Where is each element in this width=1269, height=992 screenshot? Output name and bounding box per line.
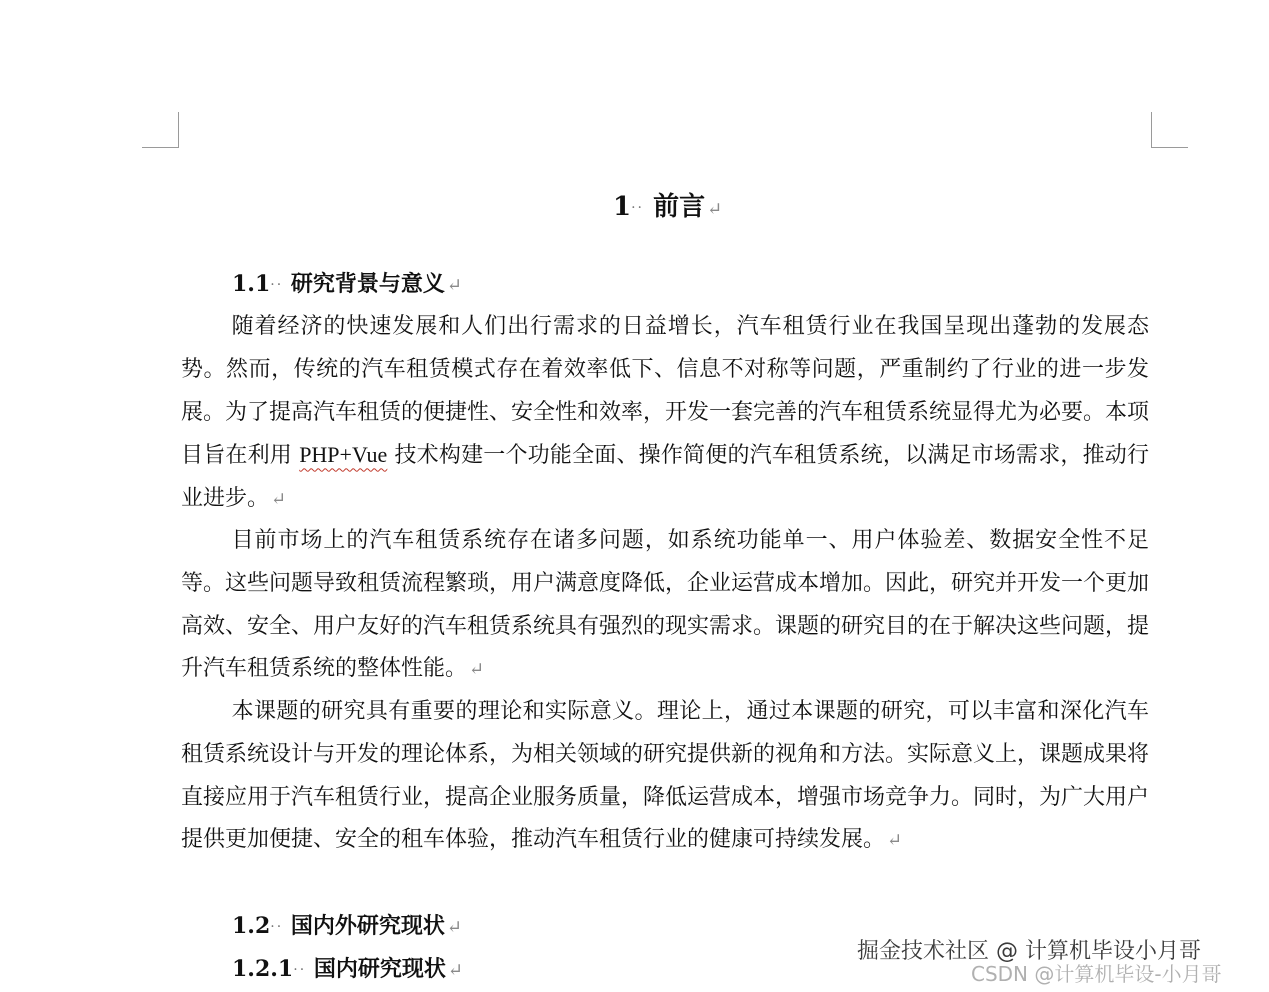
crop-mark-top-right-vertical xyxy=(1151,112,1152,148)
paragraph-mark: ↵ xyxy=(447,960,463,981)
csdn-watermark: CSDN @计算机毕设-小月哥 xyxy=(971,962,1222,986)
chapter-number: 1 xyxy=(613,192,632,222)
section-number: 1.1 xyxy=(232,271,271,297)
paragraph-text: 目前市场上的汽车租赁系统存在诸多问题，如系统功能单一、用户体验差、数据安全性不足等。这些问题导致租赁流程繁琐，用户满意度降低，企业运营成本增加。因此，研究并开发一个更加高效、安全、用户友好的汽车租赁系统具有强烈的现实需求。课题的研究目的在于解决这些问题，提升汽车租赁系统的整体性能。 xyxy=(181,528,1150,682)
heading-dots: ·· xyxy=(631,200,644,216)
paragraph-mark: ↵ xyxy=(271,489,287,511)
paragraph-text: 技术构建一个功能全面、操作简便的汽车租赁系统，以满足市场需求，推动行业进步。 xyxy=(181,443,1149,512)
section-heading-1-2-1[interactable] xyxy=(232,951,463,989)
crop-mark-top-right-horizontal xyxy=(1151,147,1188,148)
crop-mark-top-left-vertical xyxy=(178,112,179,148)
section-title: 国内外研究现状 xyxy=(290,913,445,939)
section-number: 1.2.1 xyxy=(232,956,294,982)
section-heading-1-1[interactable] xyxy=(232,266,462,304)
spellcheck-flagged-term: PHP+Vue xyxy=(299,442,388,468)
paragraph-text: 本课题的研究具有重要的理论和实际意义。理论上，通过本课题的研究，可以丰富和深化汽车租赁系统设计与开发的理论体系，为相关领域的研究提供新的视角和方法。实际意义上，课题成果将直接应用于汽车租赁行业，提高企业服务质量，降低运营成本，增强市场竞争力。同时，为广大用户提供更加便捷、安全的租车体验，推动汽车租赁行业的健康可持续发展。 xyxy=(181,699,1150,853)
section-heading-1-2[interactable] xyxy=(232,908,462,946)
section-title: 国内研究现状 xyxy=(313,956,446,982)
body-paragraph-3[interactable] xyxy=(181,691,1149,863)
chapter-heading[interactable] xyxy=(613,186,722,231)
chapter-title: 前言 xyxy=(653,192,706,222)
crop-mark-top-left-horizontal xyxy=(142,147,179,148)
body-paragraph-2[interactable] xyxy=(181,520,1149,692)
paragraph-mark: ↵ xyxy=(887,830,903,852)
section-number: 1.2 xyxy=(232,913,271,939)
paragraph-mark: ↵ xyxy=(707,199,723,220)
body-paragraph-1[interactable] xyxy=(181,306,1149,522)
paragraph-mark: ↵ xyxy=(446,917,462,938)
paragraph-mark: ↵ xyxy=(469,659,485,681)
heading-dots: ·· xyxy=(293,962,307,978)
paragraph-text: 随着经济的快速发展和人们出行需求的日益增长，汽车租赁行业在我国呈现出蓬勃的发展态势。然而，传统的汽车租赁模式存在着效率低下、信息不对称等问题，严重制约了行业的进一步发展。为了提高汽车租赁的便捷性、安全性和效率，开发一套完善的汽车租赁系统显得尤为必要。本项目旨在利用 xyxy=(181,314,1150,469)
paragraph-mark: ↵ xyxy=(446,275,462,296)
heading-dots: ·· xyxy=(270,919,284,935)
juejin-watermark: 掘金技术社区 @ 计算机毕设小月哥 xyxy=(857,939,1201,964)
heading-dots: ·· xyxy=(270,277,284,293)
section-title: 研究背景与意义 xyxy=(290,271,445,297)
